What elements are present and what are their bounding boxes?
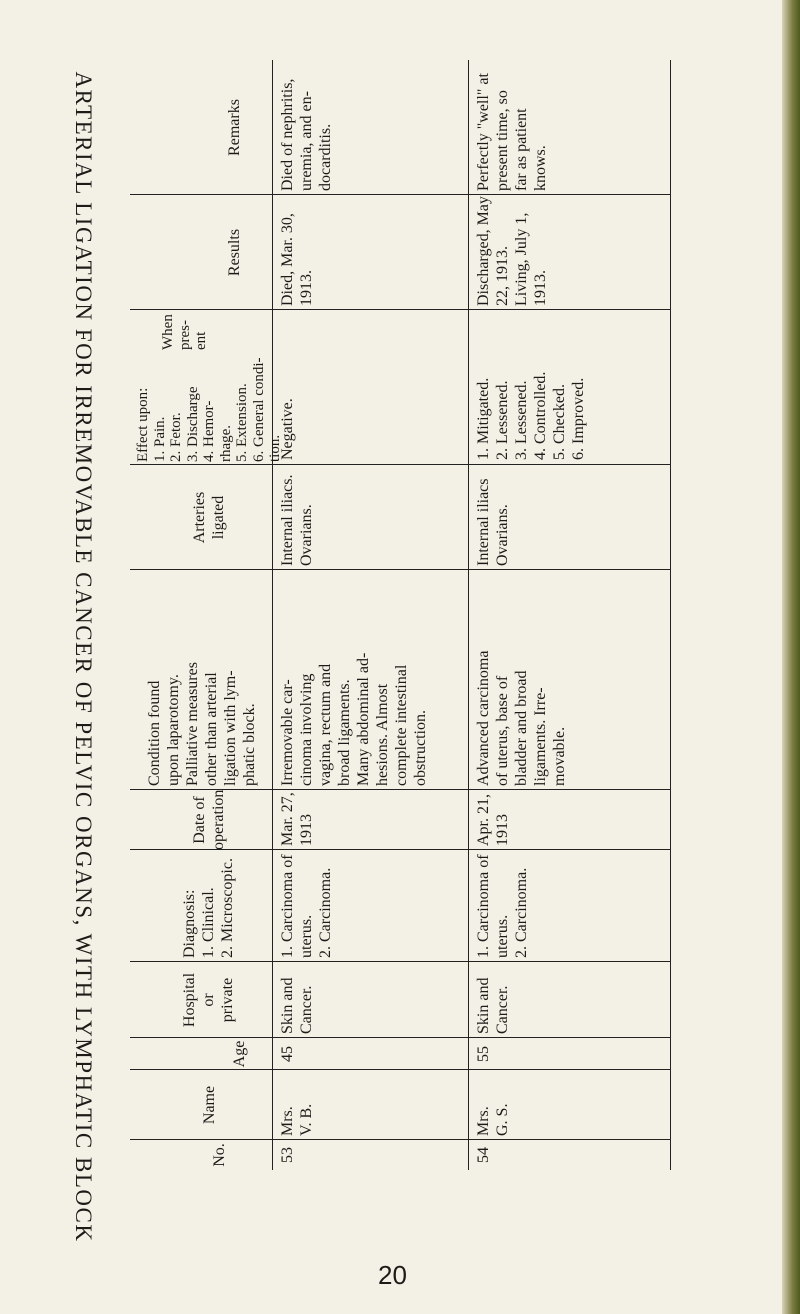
header-diagnosis: Diagnosis: 1. Clinical. 2. Microscopic. — [181, 858, 236, 958]
row-effect: 1. Mitigated. 2. Lessened. 3. Lessened. 4. Controlled. 5. Checked. 6. Improved. — [475, 371, 587, 460]
row-results: Discharged, May 22, 1913. Living, July 1, 1913. — [475, 196, 549, 306]
header-effect-bracket: When pres- ent — [160, 314, 209, 350]
row-remarks: Perfectly "well" at present time, so far as patient knows. — [475, 73, 549, 191]
row-diagnosis: 1. Carcinoma of uterus. 2. Carcinoma. — [279, 854, 334, 958]
running-head: ARTERIAL LIGATION FOR IRREMOVABLE CANCER OF PELVIC ORGANS, WITH LYMPHATIC BLOCK — [71, 71, 96, 1243]
row-arteries: Internal iliacs Ovarians. — [475, 478, 511, 566]
row-arteries: Internal iliacs. Ovarians. — [279, 474, 315, 566]
page-edge — [782, 0, 800, 1314]
row-condition: Irremovable car- cinoma involving vagina, rectum and broad ligaments. Many abdominal ad- hesions. Almost complete intestinal obstruction. — [279, 652, 429, 786]
header-age: Age — [231, 1040, 248, 1068]
header-effect: Effect upon: 1. Pain. 2. Fetor. 3. Discharge 4. Hemor- rhage. 5. Extension. 6. General condi- tion. — [135, 357, 283, 462]
row-diagnosis: 1. Carcinoma of uterus. 2. Carcinoma. — [475, 854, 530, 958]
header-rule — [272, 60, 273, 1170]
row-no: 53 — [279, 1147, 296, 1163]
row-name: Mrs. G. S. — [475, 1103, 511, 1136]
row-age: 55 — [475, 1046, 492, 1062]
row-condition: Advanced carcinoma of uterus, base of bladder and broad ligaments. Irre- movable. — [475, 650, 568, 786]
header-name: Name — [201, 1085, 218, 1125]
header-no: No. — [211, 1143, 228, 1167]
col-rule — [130, 309, 670, 310]
header-arteries: Arteries ligated — [191, 491, 227, 544]
rotated-table — [130, 60, 700, 1170]
row-date: Mar. 27, 1913 — [279, 792, 315, 846]
header-date: Date of operation — [191, 789, 227, 850]
bottom-rule — [670, 60, 671, 1170]
header-results: Results — [226, 228, 243, 277]
row-hospital: Skin and Cancer. — [475, 977, 511, 1034]
header-condition: Condition found upon laparotomy. Palliative measures other than arterial ligation with lym- phatic block. — [146, 662, 258, 786]
row-age: 45 — [279, 1046, 296, 1062]
row-rule — [468, 60, 469, 1170]
row-date: Apr. 21, 1913 — [475, 794, 511, 846]
row-remarks: Died of nephritis, uremia, and en- docarditis. — [279, 78, 334, 191]
col-rule — [130, 194, 670, 195]
row-hospital: Skin and Cancer. — [279, 977, 315, 1034]
header-hospital: Hospital or private — [181, 972, 236, 1028]
row-name: Mrs. V. B. — [279, 1103, 315, 1136]
header-remarks: Remarks — [226, 99, 243, 156]
page-number: 20 — [378, 1260, 407, 1290]
row-effect: Negative. — [279, 398, 296, 460]
row-results: Died, Mar. 30, 1913. — [279, 213, 315, 306]
row-no: 54 — [475, 1147, 492, 1163]
